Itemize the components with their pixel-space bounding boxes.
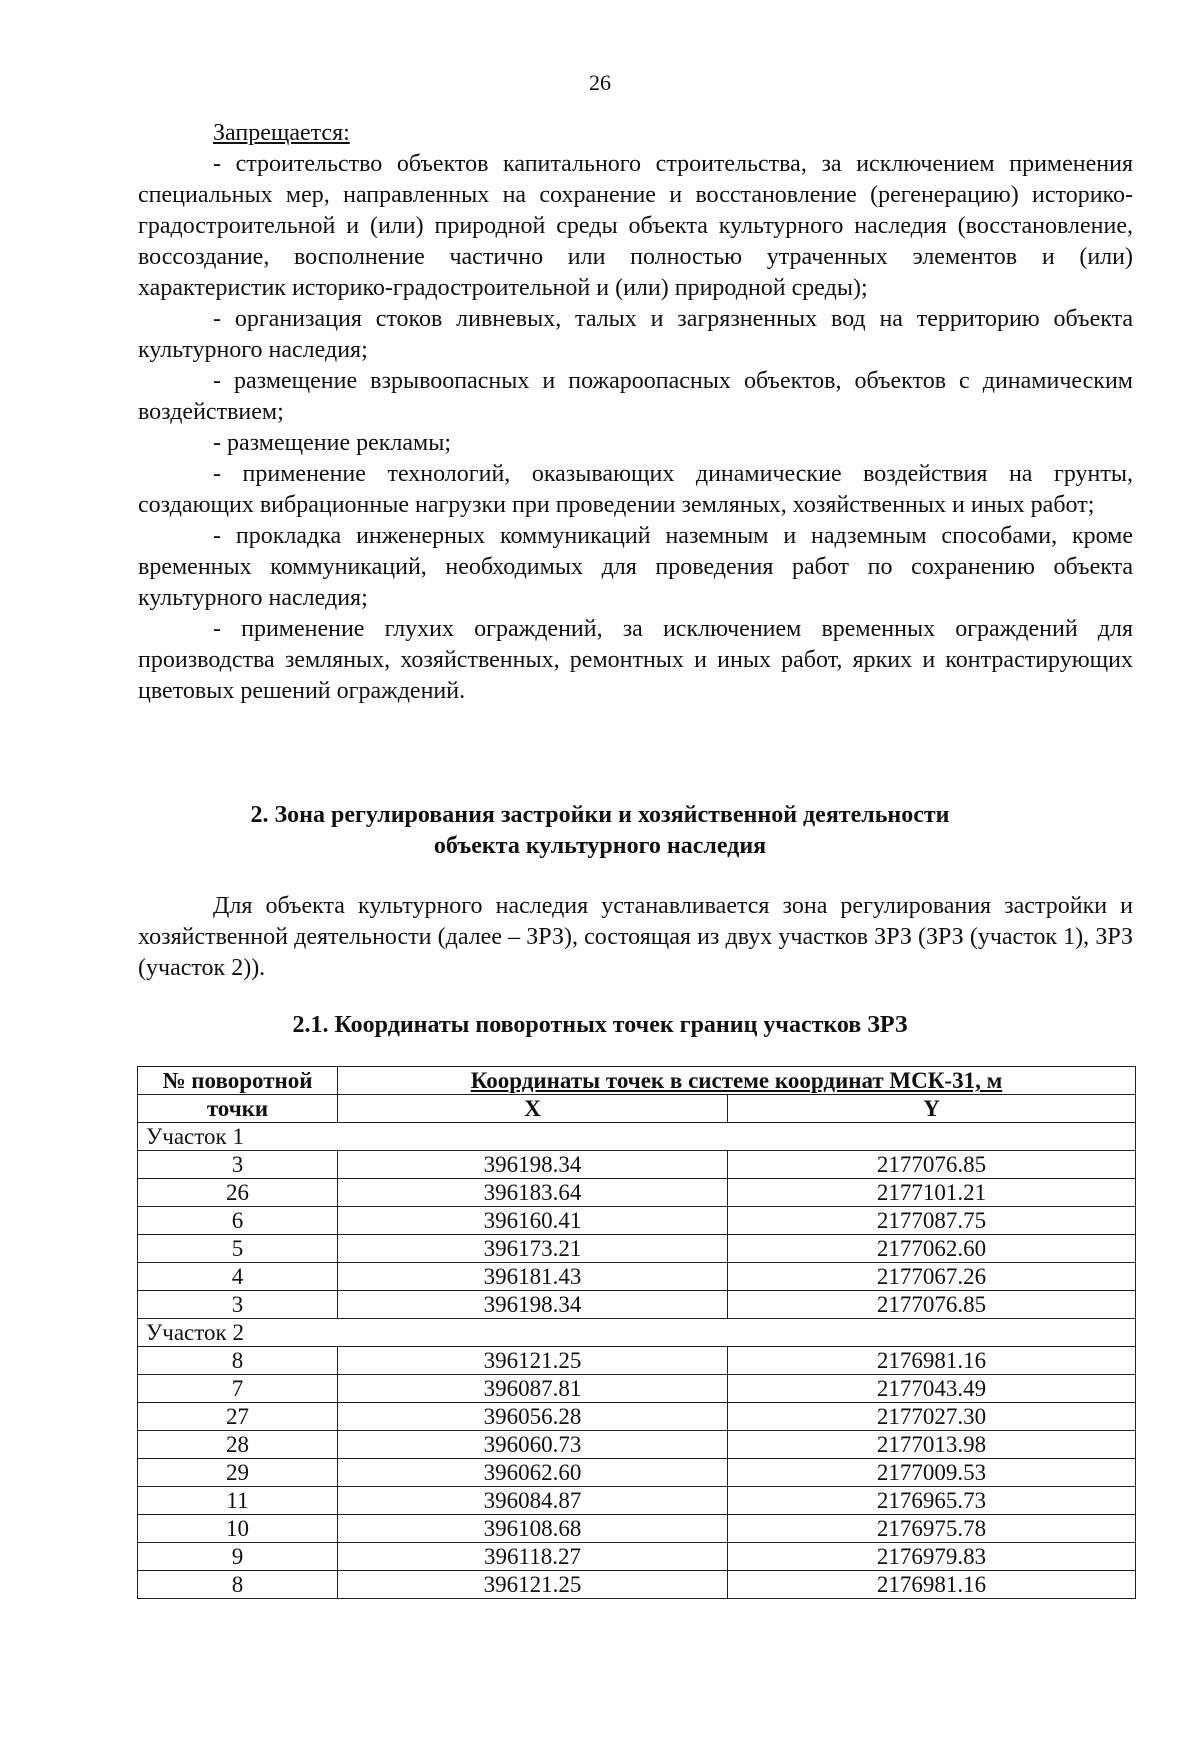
point-number-cell: 3 [138,1151,338,1179]
coordinates-table [137,1066,1136,1599]
table-caption: 2.1. Координаты поворотных точек границ участков ЗРЗ [292,1012,908,1038]
table-section-row [138,1319,1136,1347]
point-number-cell: 11 [138,1487,338,1515]
x-coordinate-cell: 396160.41 [338,1207,728,1235]
table-row [138,1515,1136,1543]
table-row [138,1571,1136,1599]
point-number-cell: 5 [138,1235,338,1263]
y-coordinate-cell: 2177076.85 [728,1291,1136,1319]
y-coordinate-cell: 2176981.16 [728,1347,1136,1375]
header-point-number-cont [138,1095,338,1123]
y-coordinate-cell: 2176981.16 [728,1571,1136,1599]
point-number-cell: 9 [138,1543,338,1571]
y-coordinate-cell: 2176965.73 [728,1487,1136,1515]
y-coordinate-cell: 2177013.98 [728,1431,1136,1459]
y-coordinate-cell: 2177101.21 [728,1179,1136,1207]
x-coordinate-cell: 396118.27 [338,1543,728,1571]
table-row [138,1487,1136,1515]
section-intro [138,891,1133,984]
intro-paragraph: Для объекта культурного наследия устанавливается зона регулирования застройки и хозяйственной деятельности (далее – ЗРЗ), состоящая из двух участков ЗРЗ (ЗРЗ (участок 1), ЗРЗ (участок 2)). [138,893,1133,981]
forbidden-item: - размещение рекламы; [213,430,452,456]
section-title-line: объекта культурного наследия [433,833,767,859]
table-row [138,1263,1136,1291]
x-coordinate-cell: 396056.28 [338,1403,728,1431]
header-point-number [138,1067,338,1095]
x-coordinate-cell: 396062.60 [338,1459,728,1487]
x-coordinate-cell: 396183.64 [338,1179,728,1207]
forbidden-item: - применение глухих ограждений, за исключением временных ограждений для производства земляных, хозяйственных, ремонтных и иных работ, ярких и контрастирующих цветовых решений ограждений. [138,616,1133,704]
table-row [138,1543,1136,1571]
table-row [138,1151,1136,1179]
forbidden-item: - размещение взрывоопасных и пожароопасных объектов, объектов с динамическим воздействием; [138,368,1133,425]
point-number-cell: 8 [138,1571,338,1599]
table-row [138,1431,1136,1459]
y-coordinate-cell: 2177027.30 [728,1403,1136,1431]
page-number: 26 [589,70,611,95]
y-coordinate-cell: 2177067.26 [728,1263,1136,1291]
x-coordinate-cell: 396060.73 [338,1431,728,1459]
x-coordinate-cell: 396121.25 [338,1571,728,1599]
point-number-cell: 29 [138,1459,338,1487]
header-y: Y [728,1095,1136,1123]
table-row [138,1179,1136,1207]
table-row [138,1403,1136,1431]
header-coordinates [338,1067,1136,1095]
y-coordinate-cell: 2177087.75 [728,1207,1136,1235]
header-x: X [338,1095,728,1123]
forbidden-list [138,118,1133,707]
table-body [138,1123,1136,1599]
y-coordinate-cell: 2177076.85 [728,1151,1136,1179]
section-title-line: 2. Зона регулирования застройки и хозяйственной деятельности [250,802,950,828]
header-point-line1: № поворотной [162,1068,313,1093]
forbidden-item: - применение технологий, оказывающих динамические воздействия на грунты, создающих вибрационные нагрузки при проведении земляных, хозяйственных и иных работ; [138,461,1133,518]
forbidden-item: - организация стоков ливневых, талых и загрязненных вод на территорию объекта культурного наследия; [138,306,1133,363]
table-row [138,1347,1136,1375]
point-number-cell: 3 [138,1291,338,1319]
header-coordinates-label: Координаты точек в системе координат МСК-31, м [470,1068,1003,1093]
x-coordinate-cell: 396181.43 [338,1263,728,1291]
header-point-line2: точки [206,1096,269,1121]
point-number-cell: 4 [138,1263,338,1291]
table-row [138,1291,1136,1319]
y-coordinate-cell: 2177043.49 [728,1375,1136,1403]
point-number-cell: 10 [138,1515,338,1543]
point-number-cell: 8 [138,1347,338,1375]
point-number-cell: 28 [138,1431,338,1459]
table-header [138,1067,1136,1123]
forbidden-item: - строительство объектов капитального строительства, за исключением применения специальных мер, направленных на сохранение и восстановление (регенерацию) историко-градостроительной и (или) природной среды объекта культурного наследия (восстановление, воссоздание, восполнение частично или полностью утраченных элементов и (или) характеристик историко-градостроительной и (или) природной среды); [138,151,1133,301]
section-title [0,800,1200,862]
forbidden-heading: Запрещается: [213,120,350,146]
table-row [138,1459,1136,1487]
point-number-cell: 26 [138,1179,338,1207]
point-number-cell: 27 [138,1403,338,1431]
point-number-cell: 7 [138,1375,338,1403]
x-coordinate-cell: 396121.25 [338,1347,728,1375]
y-coordinate-cell: 2176975.78 [728,1515,1136,1543]
table-section-row [138,1123,1136,1151]
x-coordinate-cell: 396173.21 [338,1235,728,1263]
y-coordinate-cell: 2176979.83 [728,1543,1136,1571]
table-row [138,1235,1136,1263]
section-label: Участок 2 [138,1319,1136,1347]
x-coordinate-cell: 396108.68 [338,1515,728,1543]
table-row [138,1375,1136,1403]
point-number-cell: 6 [138,1207,338,1235]
forbidden-item: - прокладка инженерных коммуникаций наземным и надземным способами, кроме временных коммуникаций, необходимых для проведения работ по сохранению объекта культурного наследия; [138,523,1133,611]
x-coordinate-cell: 396198.34 [338,1151,728,1179]
table-row [138,1207,1136,1235]
section-label: Участок 1 [138,1123,1136,1151]
y-coordinate-cell: 2177009.53 [728,1459,1136,1487]
y-coordinate-cell: 2177062.60 [728,1235,1136,1263]
x-coordinate-cell: 396198.34 [338,1291,728,1319]
x-coordinate-cell: 396087.81 [338,1375,728,1403]
x-coordinate-cell: 396084.87 [338,1487,728,1515]
